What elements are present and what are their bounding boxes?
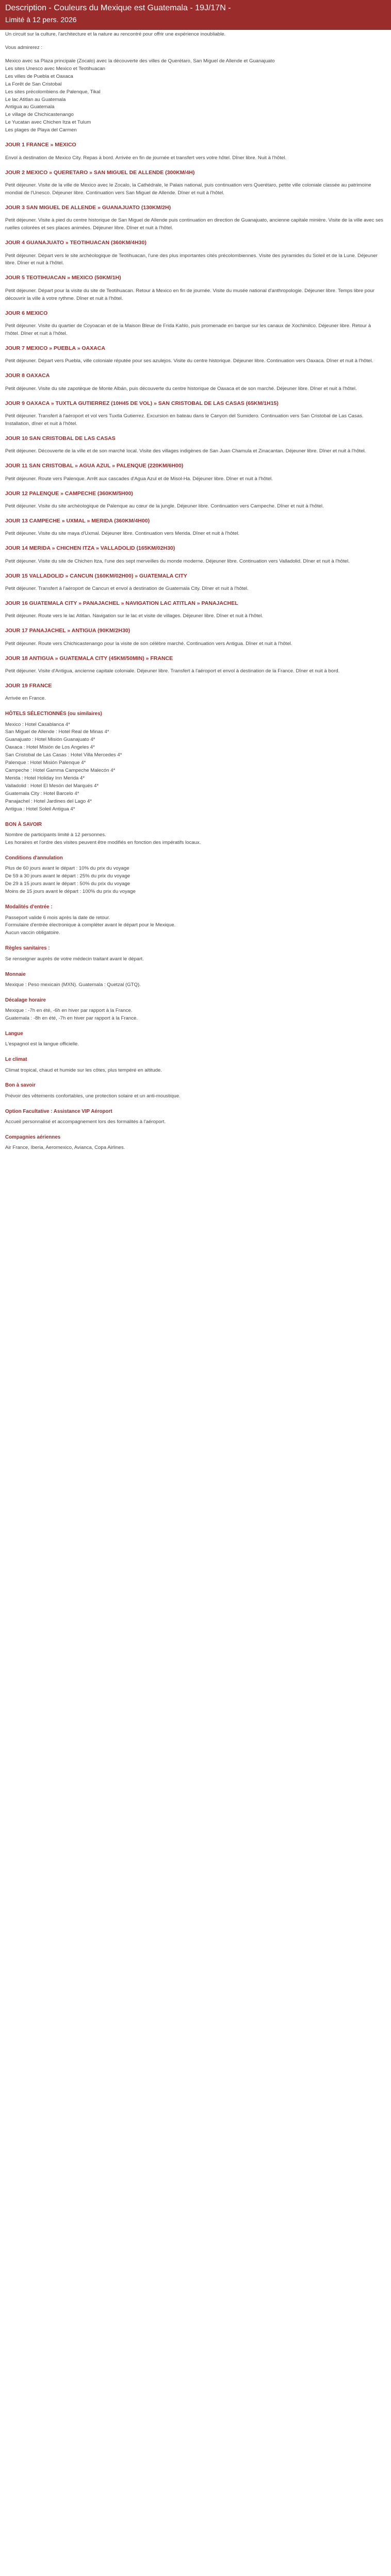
hotels-title: HÔTELS SÉLECTIONNÉS (ou similaires)	[5, 711, 102, 717]
intro-heading: Vous admirerez :	[5, 44, 42, 50]
bonsavoir2-line: Prévoir des vêtements confortables, une protection solaire et un anti-moustique.	[5, 1093, 181, 1099]
day-section	[5, 654, 386, 675]
day-section	[5, 309, 386, 338]
day-section	[5, 399, 386, 428]
langue-section	[5, 1030, 386, 1048]
decalage-line: Guatemala : -8h en été, -7h en hiver par rapport à la France.	[5, 1015, 138, 1022]
formalites-line: Passeport valide 6 mois après la date de retour.	[5, 914, 110, 921]
day-description: Arrivée en France.	[5, 696, 46, 702]
day-section	[5, 141, 386, 162]
day-section	[5, 626, 386, 648]
formalites-line: Aucun vaccin obligatoire.	[5, 930, 60, 936]
monnaie-line: Mexique : Peso mexicain (MXN). Guatemala : Quetzal (GTQ).	[5, 981, 141, 988]
hotel-item: Valladolid : Hotel El Mesón del Marqués 4*	[5, 783, 99, 789]
reglement-title: Règles sanitaires :	[5, 945, 50, 952]
day-section	[5, 572, 386, 593]
day-section	[5, 344, 386, 365]
monnaie-title: Monnaie	[5, 971, 26, 977]
hotel-item: Palenque : Hotel Misión Palenque 4*	[5, 760, 86, 766]
conditions-line: Plus de 60 jours avant le départ : 10% du prix du voyage	[5, 866, 129, 872]
climat-line: Climat tropical, chaud et humide sur les côtes, plus tempéré en altitude.	[5, 1067, 162, 1073]
monnaie-section	[5, 971, 386, 989]
day-description: Envol à destination de Mexico City. Repas à bord. Arrivée en fin de journée et transfert vers votre hôtel. Dîner libre. Nuit à l'hôtel.	[5, 155, 287, 161]
conditions-section	[5, 854, 386, 896]
page-subtitle: Limité à 12 pers. 2026	[5, 15, 77, 24]
itinerary	[5, 141, 386, 703]
highlight-item: Mexico avec sa Plaza principale (Zocalo) avec la découverte des villes de Querétaro, San Miguel de Allende et Guanajuato	[5, 58, 275, 64]
conditions-line: Moins de 15 jours avant le départ : 100% du prix du voyage	[5, 889, 136, 895]
highlight-item: Antigua au Guatemala	[5, 104, 55, 110]
info-sections	[5, 821, 386, 1152]
day-section	[5, 682, 386, 703]
bonsavoir2-section	[5, 1081, 386, 1100]
intro-text: Un circuit sur la culture, l'architecture et la nature au rencontré pour offrir une expérience inoubliable.	[5, 31, 226, 37]
day-title: JOUR 18 ANTIGUA » GUATEMALA CITY (45KM/50MIN) » FRANCE	[5, 655, 173, 662]
day-description: Petit déjeuner. Départ vers le site archéologique de Teotihuacan, l'une des plus importantes cités précolombiennes. Visite des pyramides du Soleil et de la Lune. Déjeuner libre. Dîner et nuit à l'hôtel.	[5, 252, 378, 266]
day-description: Petit déjeuner. Visite de la ville de Mexico avec le Zocalo, la Cathédrale, le Palais national, puis continuation vers Querétaro, petite ville coloniale classée au patrimoine mondial de l'Unesco. Déjeuner libre. Continuation vers San Miguel de Allende. Dîner et nuit à l'hôtel.	[5, 182, 371, 196]
bonasavoir-title: BON À SAVOIR	[5, 821, 42, 827]
highlight-item: Les sites Unesco avec Mexico et Teotihuacan	[5, 65, 105, 72]
day-description: Petit déjeuner. Transfert à l'aéroport et vol vers Tuxtla Gutierrez. Excursion en bateau dans le Canyon del Sumidero. Continuation vers San Cristobal de Las Casas. Installation, dîner et nuit à l'hôtel.	[5, 413, 364, 427]
decalage-title: Décalage horaire	[5, 997, 46, 1003]
page-title: Description - Couleurs du Mexique est Guatemala - 19J/17N -	[5, 4, 231, 12]
options-section	[5, 1108, 386, 1126]
hotel-item: Merida : Hotel Holiday Inn Merida 4*	[5, 775, 85, 782]
formalites-line: Formulaire d'entrée électronique à compléter avant le départ pour le Mexique.	[5, 922, 176, 928]
day-description: Petit déjeuner. Découverte de la ville et de son marché local. Visite des villages indigènes de San Juan Chamula et Zinacantan. Déjeuner libre. Dîner et nuit à l'hôtel.	[5, 448, 366, 454]
langue-line: L'espagnol est la langue officielle.	[5, 1041, 79, 1047]
bonsavoir2-title: Bon à savoir	[5, 1082, 36, 1089]
day-title: JOUR 15 VALLADOLID » CANCUN (160KM/02H00) » GUATEMALA CITY	[5, 572, 187, 579]
day-description: Petit déjeuner. Visite d'Antigua, ancienne capitale coloniale. Déjeuner libre. Transfert à l'aéroport et envol à destination de la France. Dîner et nuit à bord.	[5, 668, 340, 674]
hotel-item: Panajachel : Hotel Jardines del Lago 4*	[5, 799, 92, 805]
day-description: Petit déjeuner. Transfert à l'aéroport de Cancun et envol à destination de Guatemala City. Dîner et nuit à l'hôtel.	[5, 585, 249, 591]
conditions-title: Conditions d'annulation	[5, 855, 63, 861]
day-section	[5, 489, 386, 511]
day-description: Petit déjeuner. Route vers Chichicastenango pour la visite de son célèbre marché. Continuation vers Antigua. Dîner et nuit à l'hôtel.	[5, 640, 292, 647]
highlight-item: Le lac Atitlan au Guatemala	[5, 96, 66, 103]
highlight-item: Le Yucatan avec Chichen Itza et Tulum	[5, 120, 91, 126]
main-content	[0, 30, 391, 1152]
intro-block	[5, 31, 386, 134]
day-title: JOUR 14 MERIDA » CHICHEN ITZA » VALLADOLID (165KM/02H30)	[5, 545, 175, 552]
day-title: JOUR 9 OAXACA » TUXTLA GUTIERREZ (10H45 DE VOL) » SAN CRISTOBAL DE LAS CASAS (65KM/1H15)	[5, 400, 279, 406]
day-description: Petit déjeuner. Visite du site de Chichen Itza, l'une des sept merveilles du monde moderne. Déjeuner libre. Continuation vers Valladolid. Dîner et nuit à l'hôtel.	[5, 558, 350, 564]
day-title: JOUR 5 TEOTIHUACAN » MEXICO (50KM/1H)	[5, 275, 121, 281]
day-title: JOUR 8 OAXACA	[5, 372, 50, 379]
header-banner	[0, 0, 391, 30]
day-title: JOUR 11 SAN CRISTOBAL » AGUA AZUL » PALENQUE (220KM/6H00)	[5, 463, 184, 469]
highlight-item: La Forêt de San Cristobal	[5, 81, 62, 87]
hotels-list	[5, 721, 386, 814]
day-section	[5, 168, 386, 197]
day-description: Petit déjeuner. Visite du site zapotèque de Monte Albán, puis découverte du centre historique de Oaxaca et de son marché. Déjeuner libre. Dîner et nuit à l'hôtel.	[5, 385, 357, 392]
hotel-item: Guanajuato : Hotel Misión Guanajuato 4*	[5, 737, 95, 743]
hotel-item: Antigua : Hotel Soleil Antigua 4*	[5, 806, 75, 812]
hotels-section	[5, 710, 386, 814]
decalage-line: Mexique : -7h en été, -6h en hiver par rapport à la France.	[5, 1008, 133, 1014]
day-section	[5, 544, 386, 565]
day-title: JOUR 3 SAN MIGUEL DE ALLENDE » GUANAJUATO (130KM/2H)	[5, 204, 171, 211]
day-description: Petit déjeuner. Visite du site archéologique de Palenque au cœur de la jungle. Déjeuner libre. Continuation vers Campeche. Dîner et nuit à l'hôtel.	[5, 503, 324, 509]
compagnies-title: Compagnies aériennes	[5, 1134, 61, 1140]
day-title: JOUR 10 SAN CRISTOBAL DE LAS CASAS	[5, 435, 116, 442]
day-section	[5, 371, 386, 393]
compagnies-section	[5, 1133, 386, 1152]
day-title: JOUR 6 MEXICO	[5, 310, 48, 316]
options-title: Option Facultative : Assistance VIP Aéroport	[5, 1108, 112, 1114]
day-title: JOUR 17 PANAJACHEL » ANTIGUA (90KM/2H30)	[5, 628, 131, 634]
day-section	[5, 462, 386, 483]
bonasavoir-line: Nombre de participants limité à 12 personnes.	[5, 832, 106, 838]
climat-title: Le climat	[5, 1057, 27, 1063]
compagnies-line: Air France, Iberia, Aeromexico, Avianca, Copa Airlines.	[5, 1145, 125, 1151]
bonasavoir-line: Les horaires et l'ordre des visites peuvent être modifiés en fonction des impératifs locaux.	[5, 840, 201, 846]
hotel-item: Campeche : Hotel Gamma Campeche Malecón 4*	[5, 768, 116, 774]
hotel-item: Guatemala City : Hotel Barcelo 4*	[5, 791, 79, 797]
day-section	[5, 274, 386, 302]
day-title: JOUR 12 PALENQUE » CAMPECHE (360KM/5H00)	[5, 490, 133, 497]
day-title: JOUR 13 CAMPECHE » UXMAL » MERIDA (360KM/4H00)	[5, 517, 150, 524]
climat-section	[5, 1056, 386, 1074]
highlight-item: Les villes de Puebla et Oaxaca	[5, 73, 73, 79]
decalage-section	[5, 996, 386, 1023]
formalites-section	[5, 903, 386, 937]
day-title: JOUR 4 GUANAJUATO » TEOTIHUACAN (360KM/4H30)	[5, 240, 146, 246]
hotel-item: San Miguel de Allende : Hotel Real de Minas 4*	[5, 729, 109, 735]
day-section	[5, 434, 386, 455]
langue-title: Langue	[5, 1031, 23, 1037]
highlight-item: Les sites précolombiens de Palenque, Tikal	[5, 89, 101, 95]
highlight-item: Le village de Chichicastenango	[5, 112, 74, 118]
day-section	[5, 204, 386, 232]
day-title: JOUR 19 FRANCE	[5, 682, 52, 689]
day-description: Petit déjeuner. Visite du quartier de Coyoacan et de la Maison Bleue de Frida Kahlo, puis promenade en barque sur les canaux de Xochimilco. Déjeuner libre. Retour à l'hôtel. Dîner et nuit à l'hôtel.	[5, 323, 371, 337]
hotel-item: Mexico : Hotel Casablanca 4*	[5, 721, 70, 727]
conditions-line: De 29 à 15 jours avant le départ : 50% du prix du voyage	[5, 881, 131, 887]
hotel-item: San Cristobal de Las Casas : Hotel Villa Mercedes 4*	[5, 752, 122, 758]
bonasavoir-section	[5, 821, 386, 847]
day-description: Petit déjeuner. Route vers Palenque. Arrêt aux cascades d'Agua Azul et de Misol-Ha. Déjeuner libre. Dîner et nuit à l'hôtel.	[5, 476, 273, 482]
highlights-list	[5, 58, 386, 135]
options-line: Accueil personnalisé et accompagnement lors des formalités à l'aéroport.	[5, 1119, 166, 1125]
day-description: Petit déjeuner. Route vers le lac Atitlan. Navigation sur le lac et visite de villages. Déjeuner libre. Dîner et nuit à l'hôtel.	[5, 613, 263, 619]
conditions-line: De 59 à 30 jours avant le départ : 25% du prix du voyage	[5, 873, 131, 879]
day-section	[5, 517, 386, 538]
day-description: Petit déjeuner. Départ pour la visite du site de Teotihuacan. Retour à Mexico en fin de journée. Visite du musée national d'anthropologie. Déjeuner libre. Temps libre pour découvrir la ville à votre rythme. Dîner et nuit à l'hôtel.	[5, 287, 374, 301]
reglement-section	[5, 944, 386, 963]
day-title: JOUR 1 FRANCE » MEXICO	[5, 142, 76, 148]
day-description: Petit déjeuner. Départ vers Puebla, ville coloniale réputée pour ses azulejos. Visite du centre historique. Déjeuner libre. Continuation vers Oaxaca. Dîner et nuit à l'hôtel.	[5, 358, 373, 364]
day-section	[5, 239, 386, 267]
day-title: JOUR 16 GUATEMALA CITY » PANAJACHEL » NAVIGATION LAC ATITLAN » PANAJACHEL	[5, 600, 238, 606]
day-description: Petit déjeuner. Visite du site maya d'Uxmal. Déjeuner libre. Continuation vers Merida. Dîner et nuit à l'hôtel.	[5, 531, 240, 537]
highlight-item: Les plages de Playa del Carmen	[5, 127, 77, 133]
reglement-line: Se renseigner auprès de votre médecin traitant avant le départ.	[5, 956, 144, 962]
hotel-item: Oaxaca : Hotel Misión de Los Angeles 4*	[5, 744, 95, 751]
day-description: Petit déjeuner. Visite à pied du centre historique de San Miguel de Allende puis continuation en direction de Guanajuato, ancienne capitale minière. Visite de la ville avec ses ruelles colorées et ses places animées. Déjeuner libre. Dîner et nuit à l'hôtel.	[5, 217, 383, 231]
day-section	[5, 599, 386, 620]
day-title: JOUR 7 MEXICO » PUEBLA » OAXACA	[5, 345, 105, 351]
formalites-title: Modalités d'entrée :	[5, 904, 53, 910]
day-title: JOUR 2 MEXICO » QUERETARO » SAN MIGUEL DE ALLENDE (300KM/4H)	[5, 169, 195, 176]
